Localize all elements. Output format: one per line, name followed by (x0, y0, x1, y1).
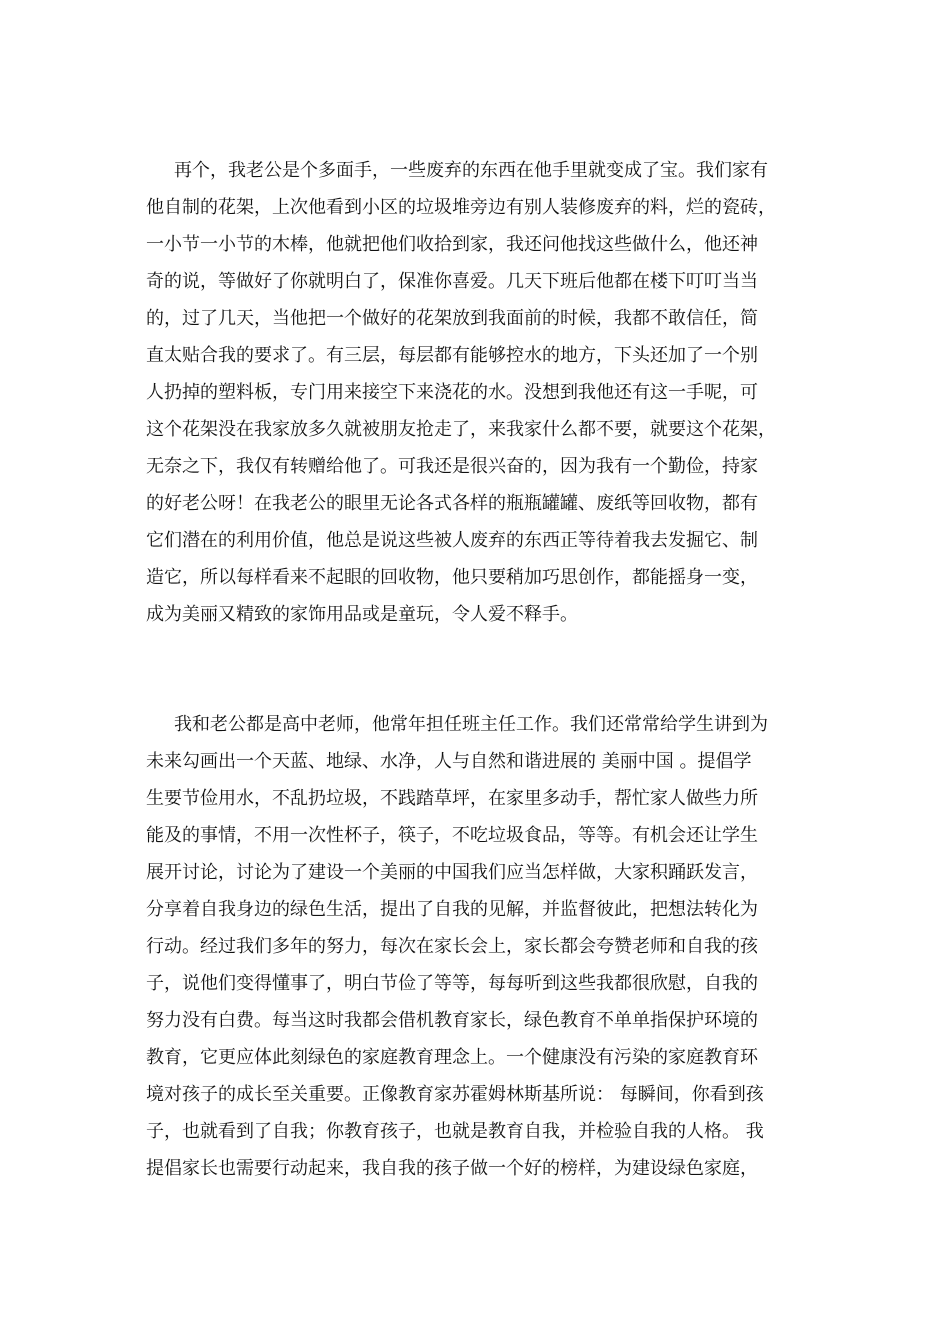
paragraph-line: 分享着自我身边的绿色生活，提出了自我的见解，并监督彼此，把想法转化为 (146, 899, 758, 920)
paragraph-line: 它们潜在的利用价值，他总是说这些被人废弃的东西正等待着我去发掘它、制 (146, 530, 758, 551)
paragraph-line: 生要节俭用水，不乱扔垃圾，不践踏草坪，在家里多动手，帮忙家人做些力所 (146, 788, 758, 809)
paragraph-line: 能及的事情，不用一次性杯子，筷子，不吃垃圾食品，等等。有机会还让学生 (146, 825, 758, 846)
paragraph-line: 人扔掉的塑料板，专门用来接空下来浇花的水。没想到我他还有这一手呢，可 (146, 382, 758, 403)
paragraph-line: 他自制的花架，上次他看到小区的垃圾堆旁边有别人装修废弃的料，烂的瓷砖， (146, 197, 776, 218)
paragraph-line: 奇的说，等做好了你就明白了，保准你喜爱。几天下班后他都在楼下叮叮当当 (146, 271, 758, 292)
paragraph-line: 行动。经过我们多年的努力，每次在家长会上，家长都会夸赞老师和自我的孩 (146, 936, 758, 957)
paragraph-line: 造它，所以每样看来不起眼的回收物，他只要稍加巧思创作，都能摇身一变， (146, 567, 758, 588)
paragraph-line: 展开讨论，讨论为了建设一个美丽的中国我们应当怎样做，大家积踊跃发言， (146, 862, 758, 883)
paragraph-line: 成为美丽又精致的家饰用品或是童玩，令人爱不释手。 (146, 604, 578, 625)
paragraph-line: 再个，我老公是个多面手，一些废弃的东西在他手里就变成了宝。我们家有 (174, 160, 768, 181)
paragraph-line: 子，也就看到了自我；你教育孩子，也就是教育自我，并检验自我的人格。 我 (146, 1121, 764, 1142)
paragraph-line: 这个花架没在我家放多久就被朋友抢走了，来我家什么都不要，就要这个花架， (146, 419, 776, 440)
paragraph-line: 境对孩子的成长至关重要。正像教育家苏霍姆林斯基所说： 每瞬间，你看到孩 (146, 1084, 764, 1105)
paragraph-1 (146, 152, 806, 633)
paragraph-2 (146, 706, 806, 1187)
paragraph-line: 子，说他们变得懂事了，明白节俭了等等，每每听到这些我都很欣慰，自我的 (146, 973, 758, 994)
paragraph-line: 未来勾画出一个天蓝、地绿、水净，人与自然和谐进展的 美丽中国 。提倡学 (146, 751, 752, 772)
paragraph-line: 努力没有白费。每当这时我都会借机教育家长，绿色教育不单单指保护环境的 (146, 1010, 758, 1031)
paragraph-line: 直太贴合我的要求了。有三层，每层都有能够控水的地方，下头还加了一个别 (146, 345, 758, 366)
paragraph-line: 教育，它更应体此刻绿色的家庭教育理念上。一个健康没有污染的家庭教育环 (146, 1047, 758, 1068)
paragraph-line: 我和老公都是高中老师，他常年担任班主任工作。我们还常常给学生讲到为 (174, 714, 768, 735)
paragraph-line: 的，过了几天，当他把一个做好的花架放到我面前的时候，我都不敢信任，简 (146, 308, 758, 329)
paragraph-line: 的好老公呀！在我老公的眼里无论各式各样的瓶瓶罐罐、废纸等回收物，都有 (146, 493, 758, 514)
paragraph-line: 无奈之下，我仅有转赠给他了。可我还是很兴奋的，因为我有一个勤俭，持家 (146, 456, 758, 477)
paragraph-line: 一小节一小节的木棒，他就把他们收拾到家，我还问他找这些做什么，他还神 (146, 234, 758, 255)
paragraph-line: 提倡家长也需要行动起来，我自我的孩子做一个好的榜样，为建设绿色家庭， (146, 1158, 758, 1179)
